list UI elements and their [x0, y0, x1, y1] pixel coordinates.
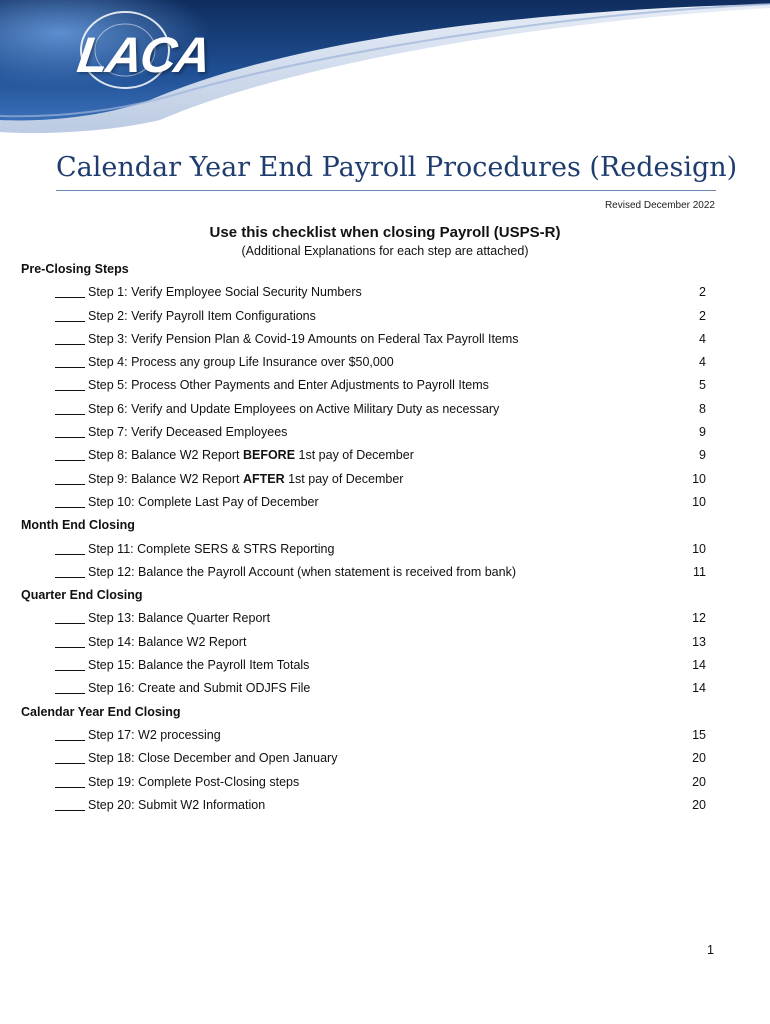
step-label — [88, 305, 316, 328]
checklist-step — [0, 631, 770, 654]
step-page-number: 20 — [692, 774, 706, 789]
checklist-step — [0, 561, 770, 584]
step-label — [88, 677, 310, 700]
step-label — [88, 398, 499, 421]
checkbox-blank-line — [55, 693, 85, 694]
step-page-number: 5 — [699, 378, 706, 393]
checkbox-blank-line — [55, 297, 85, 298]
header-banner — [0, 0, 770, 135]
step-page-number: 4 — [699, 355, 706, 370]
step-page-number: 10 — [692, 494, 706, 509]
step-page-number: 14 — [692, 658, 706, 673]
checkbox-blank-line — [55, 460, 85, 461]
revised-date: Revised December 2022 — [604, 200, 715, 211]
step-text: Step 2: Verify Payroll Item Configurations — [88, 308, 316, 323]
step-text: Step 11: Complete SERS & STRS Reporting — [88, 541, 335, 556]
step-text-suffix: 1st pay of December — [295, 448, 414, 463]
checkbox-blank-line — [55, 437, 85, 438]
step-label — [88, 724, 221, 747]
step-label — [88, 538, 334, 561]
checklist-step — [0, 421, 770, 444]
step-text: Step 7: Verify Deceased Employees — [88, 425, 288, 440]
checklist-step — [0, 747, 770, 770]
step-text: Step 15: Balance the Payroll Item Totals — [88, 658, 310, 673]
checklist-step — [0, 724, 770, 747]
section-title: Calendar Year End Closing — [21, 704, 181, 719]
checkbox-blank-line — [55, 507, 85, 508]
checklist-step — [0, 607, 770, 630]
laca-logo: LACA — [74, 27, 213, 83]
step-text: Step 12: Balance the Payroll Account (when statement is received from bank) — [88, 564, 517, 579]
step-text: Step 1: Verify Employee Social Security Numbers — [88, 285, 362, 300]
checklist-step — [0, 281, 770, 304]
step-page-number: 9 — [699, 425, 706, 440]
step-page-number: 12 — [692, 611, 706, 626]
step-page-number: 2 — [699, 308, 706, 323]
step-page-number: 10 — [692, 471, 706, 486]
step-page-number: 14 — [692, 681, 706, 696]
step-label — [88, 561, 516, 584]
step-label — [88, 444, 414, 467]
step-label — [88, 747, 337, 770]
checklist-step — [0, 444, 770, 467]
checklist-step — [0, 398, 770, 421]
step-label — [88, 654, 309, 677]
step-label — [88, 468, 403, 491]
checklist-step — [0, 677, 770, 700]
step-emphasis: AFTER — [242, 471, 285, 486]
step-emphasis: BEFORE — [242, 448, 296, 463]
checkbox-blank-line — [55, 344, 85, 345]
step-page-number: 8 — [699, 401, 706, 416]
step-text: Step 6: Verify and Update Employees on Active Military Duty as necessary — [88, 401, 500, 416]
checkbox-blank-line — [55, 623, 85, 624]
step-label — [88, 794, 265, 817]
checklist-step — [0, 794, 770, 817]
step-page-number: 20 — [692, 797, 706, 812]
step-text: Step 16: Create and Submit ODJFS File — [88, 681, 311, 696]
checklist-step — [0, 305, 770, 328]
checklist-step — [0, 538, 770, 561]
checkbox-blank-line — [55, 321, 85, 322]
step-page-number: 13 — [692, 634, 706, 649]
section-title: Month End Closing — [21, 518, 135, 533]
checkbox-blank-line — [55, 554, 85, 555]
page-title: Calendar Year End Payroll Procedures (Redesign) — [56, 152, 738, 183]
page-number: 1 — [707, 943, 714, 957]
step-text: Step 18: Close December and Open January — [88, 751, 338, 766]
checklist-note: (Additional Explanations for each step are attached) — [241, 244, 529, 258]
checklist-step — [0, 468, 770, 491]
step-text: Step 10: Complete Last Pay of December — [88, 494, 319, 509]
step-page-number: 20 — [692, 751, 706, 766]
step-text: Step 9: Balance W2 Report — [88, 471, 243, 486]
step-text: Step 17: W2 processing — [88, 727, 221, 742]
step-page-number: 2 — [699, 285, 706, 300]
step-label — [88, 328, 519, 351]
step-label — [88, 491, 319, 514]
checkbox-blank-line — [55, 367, 85, 368]
checkbox-blank-line — [55, 763, 85, 764]
checklist-step — [0, 654, 770, 677]
step-text: Step 13: Balance Quarter Report — [88, 611, 271, 626]
step-label — [88, 631, 246, 654]
step-page-number: 15 — [692, 727, 706, 742]
checklist-step — [0, 328, 770, 351]
checkbox-blank-line — [55, 577, 85, 578]
step-page-number: 11 — [693, 564, 706, 579]
step-label — [88, 351, 394, 374]
checklist-step — [0, 491, 770, 514]
checklist-step — [0, 374, 770, 397]
checkbox-blank-line — [55, 414, 85, 415]
step-page-number: 10 — [692, 541, 706, 556]
step-label — [88, 374, 489, 397]
step-label — [88, 607, 270, 630]
step-text: Step 14: Balance W2 Report — [88, 634, 247, 649]
step-page-number: 9 — [699, 448, 706, 463]
section-title: Pre-Closing Steps — [21, 262, 129, 276]
checklist-step — [0, 771, 770, 794]
step-label — [88, 421, 287, 444]
step-text: Step 5: Process Other Payments and Enter Adjustments to Payroll Items — [88, 378, 489, 393]
step-text-suffix: 1st pay of December — [284, 471, 404, 486]
checklist — [0, 258, 770, 817]
step-label — [88, 281, 362, 304]
checkbox-blank-line — [55, 484, 85, 485]
step-text: Step 8: Balance W2 Report — [88, 448, 243, 463]
step-text: Step 20: Submit W2 Information — [88, 797, 266, 812]
step-page-number: 4 — [699, 331, 706, 346]
checkbox-blank-line — [55, 670, 85, 671]
checkbox-blank-line — [55, 647, 85, 648]
step-text: Step 4: Process any group Life Insurance over $50,000 — [88, 355, 394, 370]
checkbox-blank-line — [55, 390, 85, 391]
checklist-heading: Use this checklist when closing Payroll (USPS-R) — [209, 224, 561, 241]
step-text: Step 19: Complete Post-Closing steps — [88, 774, 300, 789]
checkbox-blank-line — [55, 787, 85, 788]
checkbox-blank-line — [55, 740, 85, 741]
section-title: Quarter End Closing — [21, 588, 143, 603]
step-label — [88, 771, 299, 794]
checklist-step — [0, 351, 770, 374]
checkbox-blank-line — [55, 810, 85, 811]
step-text: Step 3: Verify Pension Plan & Covid-19 Amounts on Federal Tax Payroll Items — [88, 331, 519, 346]
title-underline — [56, 190, 716, 191]
